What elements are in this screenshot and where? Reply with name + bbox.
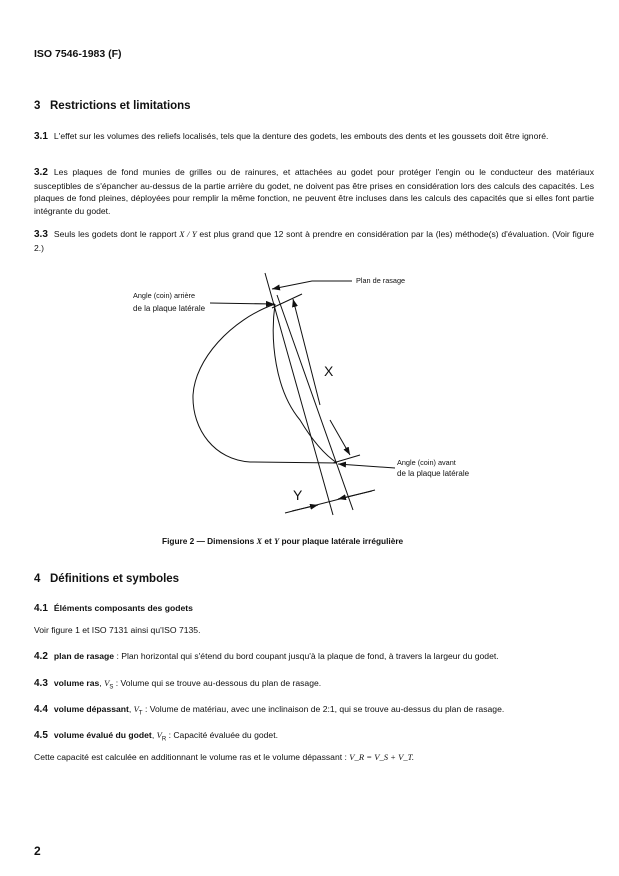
- label-x: X: [324, 363, 334, 379]
- label-front-angle-2: de la plaque latérale: [397, 469, 470, 478]
- definition-4-3: 4.3 volume ras, $V_S$ : Volume qui se trouve au-dessous du plan de rasage.: [34, 678, 322, 691]
- paragraph-4-1: Voir figure 1 et ISO 7131 ainsi qu'ISO 7135.: [34, 625, 201, 635]
- document-header: ISO 7546-1983 (F): [34, 48, 122, 60]
- section-4-heading: 4 Définitions et symboles: [34, 573, 180, 585]
- section-3-heading: 3 Restrictions et limitations: [34, 100, 191, 112]
- bottom-extension-line: [333, 455, 360, 463]
- label-front-angle-1: Angle (coin) avant: [397, 458, 456, 467]
- y-arrow-right: [338, 491, 372, 499]
- label-rear-angle-1: Angle (coin) arrière: [133, 291, 196, 300]
- page-number: 2: [34, 844, 41, 858]
- bucket-outer-curve: [193, 304, 337, 463]
- paragraph-4-5-formula: Cette capacité est calculée en additionnant le volume ras et le volume dépassant : V_R = V_S + V_T.: [34, 752, 414, 762]
- label-plan-de-rasage: Plan de rasage: [356, 276, 406, 285]
- definition-4-4: 4.4 volume dépassant, $V_T$ : Volume de matériau, avec une inclinaison de 2:1, qui se trouve au-dessus du plan de rasage.: [34, 704, 505, 717]
- front-angle-leader: [338, 464, 395, 468]
- definition-4-2: 4.2 plan de rasage : Plan horizontal qui s'étend du bord coupant jusqu'à la plaque de fond, à travers la largeur du godet.: [34, 651, 499, 662]
- label-y: Y: [293, 487, 303, 503]
- paragraph-3-1: 3.1 L'effet sur les volumes des reliefs localisés, tels que la denture des godets, les embouts des dents et les goussets doit être ignoré.: [34, 131, 549, 142]
- rear-angle-leader: [210, 303, 274, 304]
- label-rear-angle-2: de la plaque latérale: [133, 304, 206, 313]
- y-arrow-left: [292, 505, 318, 511]
- subsection-4-1-heading: 4.1 Éléments composants des godets: [34, 603, 193, 614]
- figure-caption: Figure 2 — Dimensions X et Y pour plaque latérale irrégulière: [162, 536, 404, 546]
- top-extension-line: [272, 294, 302, 308]
- definition-4-5: 4.5 volume évalué du godet, $V_R$ : Capacité évaluée du godet.: [34, 730, 278, 743]
- paragraph-3-2: 3.2 Les plaques de fond munies de grilles ou de rainures, et attachées au godet pour protéger l'engin ou le conducteur des matériaux susceptibles de s'épancher au-dessus de la partie arrière du godet, ne doivent pas être prises en considération lors des calculs des capacités. Les plaques de fond pleines, déployées pour remplir la même fonction, ne peuvent être incluses dans les calculs des capacités que si elles font partie intégrante du godet.: [34, 167, 594, 216]
- paragraph-3-3: 3.3 Seuls les godets dont le rapport X / Y est plus grand que 12 sont à prendre en considération par la (les) méthode(s) d'évaluation. (Voir figure 2.): [34, 229, 594, 253]
- x-arrow-down: [330, 420, 350, 455]
- plane-line: [265, 273, 333, 515]
- plan-leader: [272, 281, 352, 289]
